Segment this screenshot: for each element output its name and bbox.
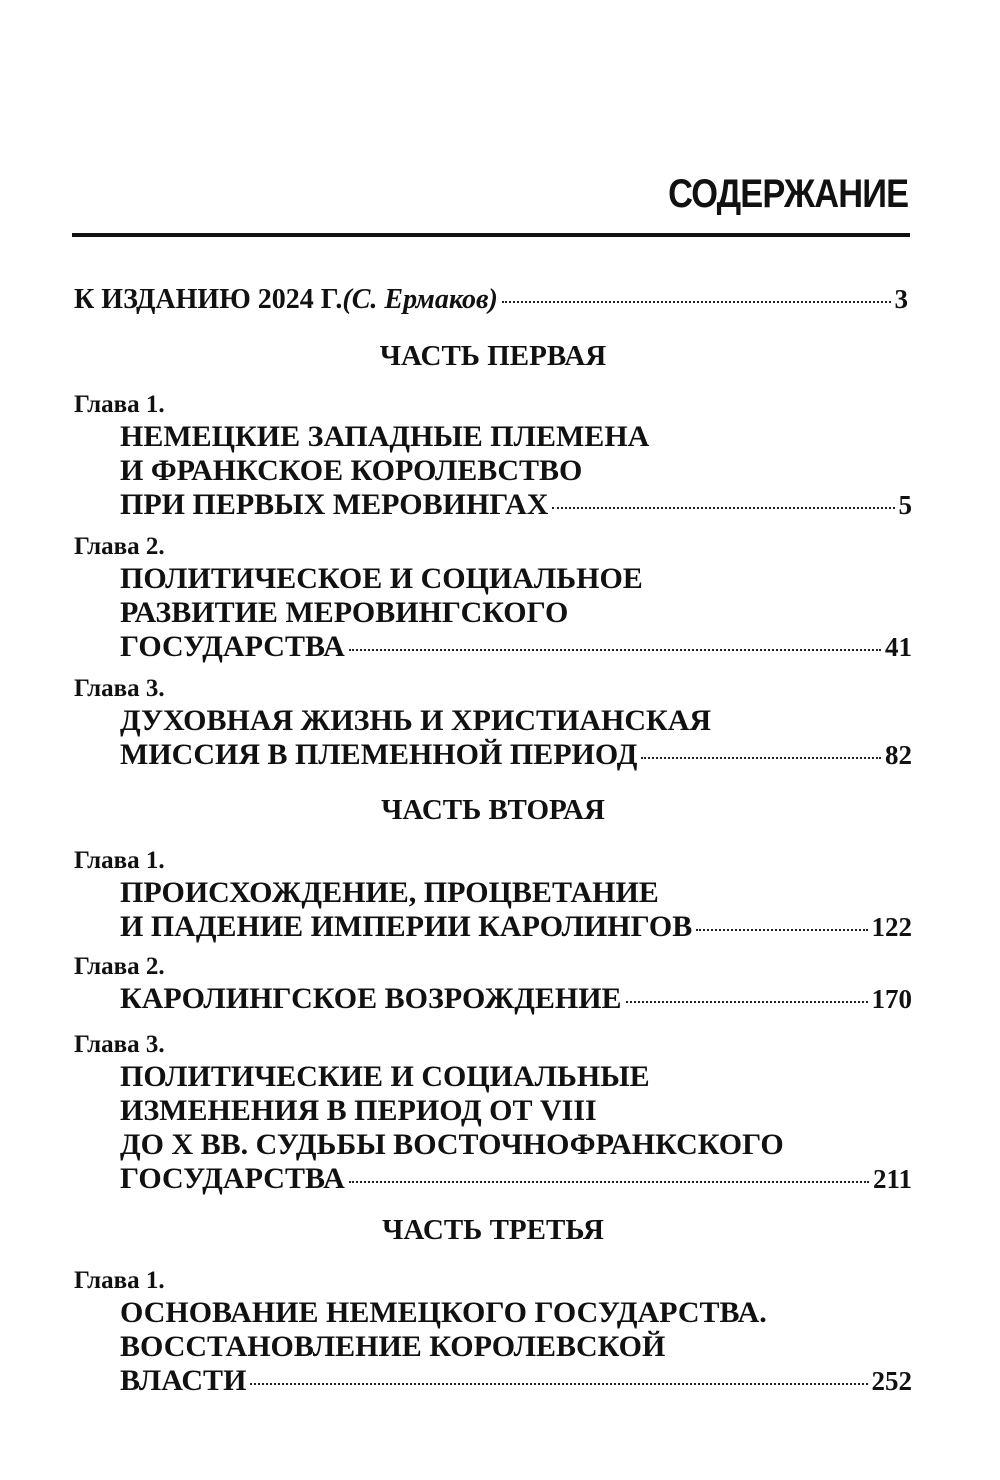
- heading-rule: [72, 233, 910, 237]
- toc-entry-part1-ch3[interactable]: [74, 674, 912, 772]
- chapter-title-line: ВЛАСТИ: [120, 1364, 247, 1397]
- chapter-title-last-line: [74, 630, 912, 664]
- part-1-title: ЧАСТЬ ПЕРВАЯ: [379, 340, 607, 372]
- chapter-title-line: ПРОИСХОЖДЕНИЕ, ПРОЦВЕТАНИЕ: [120, 876, 659, 909]
- dot-leader: [626, 1001, 868, 1003]
- dot-leader: [250, 1383, 867, 1385]
- dot-leader: [349, 1181, 869, 1183]
- chapter-label: Глава 2.: [74, 953, 165, 980]
- page-number: 170: [871, 984, 912, 1014]
- chapter-title-line: ДО X ВВ. СУДЬБЫ ВОСТОЧНОФРАНКСКОГО: [120, 1128, 784, 1161]
- toc-entry-part2-ch3[interactable]: [74, 1030, 912, 1196]
- chapter-label: Глава 3.: [74, 675, 165, 702]
- dot-leader: [502, 301, 891, 303]
- dot-leader: [696, 929, 867, 931]
- chapter-title-last-line: [74, 982, 912, 1016]
- page-number: 122: [871, 912, 912, 942]
- chapter-title-line: РАЗВИТИЕ МЕРОВИНГСКОГО: [120, 596, 569, 629]
- chapter-title-line: ПОЛИТИЧЕСКОЕ И СОЦИАЛЬНОЕ: [120, 562, 643, 595]
- intro-title: К ИЗДАНИЮ 2024 Г.: [74, 284, 343, 315]
- chapter-title-line: МИССИЯ В ПЛЕМЕННОЙ ПЕРИОД: [120, 738, 638, 771]
- chapter-label: Глава 3.: [74, 1031, 165, 1058]
- chapter-label: Глава 2.: [74, 533, 165, 560]
- chapter-label: Глава 1.: [74, 847, 165, 874]
- toc-entry-part2-ch2[interactable]: [74, 952, 912, 1016]
- page-title: СОДЕРЖАНИЕ: [667, 172, 908, 216]
- chapter-title-line: ГОСУДАРСТВА: [120, 1162, 345, 1195]
- page-number: 41: [885, 632, 912, 662]
- chapter-label: Глава 1.: [74, 391, 165, 418]
- chapter-title-line: ОСНОВАНИЕ НЕМЕЦКОГО ГОСУДАРСТВА.: [120, 1296, 767, 1329]
- chapter-title-last-line: [74, 1162, 912, 1196]
- dot-leader: [349, 649, 881, 651]
- page-number: 252: [871, 1366, 912, 1396]
- dot-leader: [552, 507, 894, 509]
- chapter-title-line: ПОЛИТИЧЕСКИЕ И СОЦИАЛЬНЫЕ: [120, 1060, 650, 1093]
- toc-entry-part1-ch1[interactable]: [74, 390, 912, 522]
- page-number: 211: [872, 1164, 912, 1194]
- part-3-title: ЧАСТЬ ТРЕТЬЯ: [382, 1214, 604, 1246]
- toc-entry-intro[interactable]: [74, 282, 908, 317]
- chapter-title-line: НЕМЕЦКИЕ ЗАПАДНЫЕ ПЛЕМЕНА: [120, 420, 650, 453]
- chapter-title-line: И ПАДЕНИЕ ИМПЕРИИ КАРОЛИНГОВ: [120, 910, 693, 943]
- chapter-title-line: КАРОЛИНГСКОЕ ВОЗРОЖДЕНИЕ: [120, 982, 622, 1015]
- chapter-title-line: ИЗМЕНЕНИЯ В ПЕРИОД ОТ VIII: [120, 1094, 597, 1127]
- toc-entry-part2-ch1[interactable]: [74, 846, 912, 944]
- chapter-title-last-line: [74, 738, 912, 772]
- part-2-title: ЧАСТЬ ВТОРАЯ: [381, 794, 605, 826]
- chapter-title-last-line: [74, 1364, 912, 1398]
- chapter-title-line: ВОССТАНОВЛЕНИЕ КОРОЛЕВСКОЙ: [120, 1330, 666, 1363]
- intro-author: (С. Ермаков): [342, 284, 498, 315]
- dot-leader: [641, 757, 881, 759]
- chapter-title-last-line: [74, 910, 912, 944]
- chapter-title-line: И ФРАНКСКОЕ КОРОЛЕВСТВО: [120, 454, 583, 487]
- page-number: 82: [885, 740, 912, 770]
- toc-entry-part1-ch2[interactable]: [74, 532, 912, 664]
- chapter-title-line: ПРИ ПЕРВЫХ МЕРОВИНГАХ: [120, 488, 549, 521]
- chapter-label: Глава 1.: [74, 1267, 165, 1294]
- toc-entry-part3-ch1[interactable]: [74, 1266, 912, 1398]
- page-number: 5: [898, 490, 912, 520]
- chapter-title-last-line: [74, 488, 912, 522]
- chapter-title-line: ГОСУДАРСТВА: [120, 630, 345, 663]
- chapter-title-line: ДУХОВНАЯ ЖИЗНЬ И ХРИСТИАНСКАЯ: [120, 704, 712, 737]
- intro-page-number: 3: [894, 284, 908, 314]
